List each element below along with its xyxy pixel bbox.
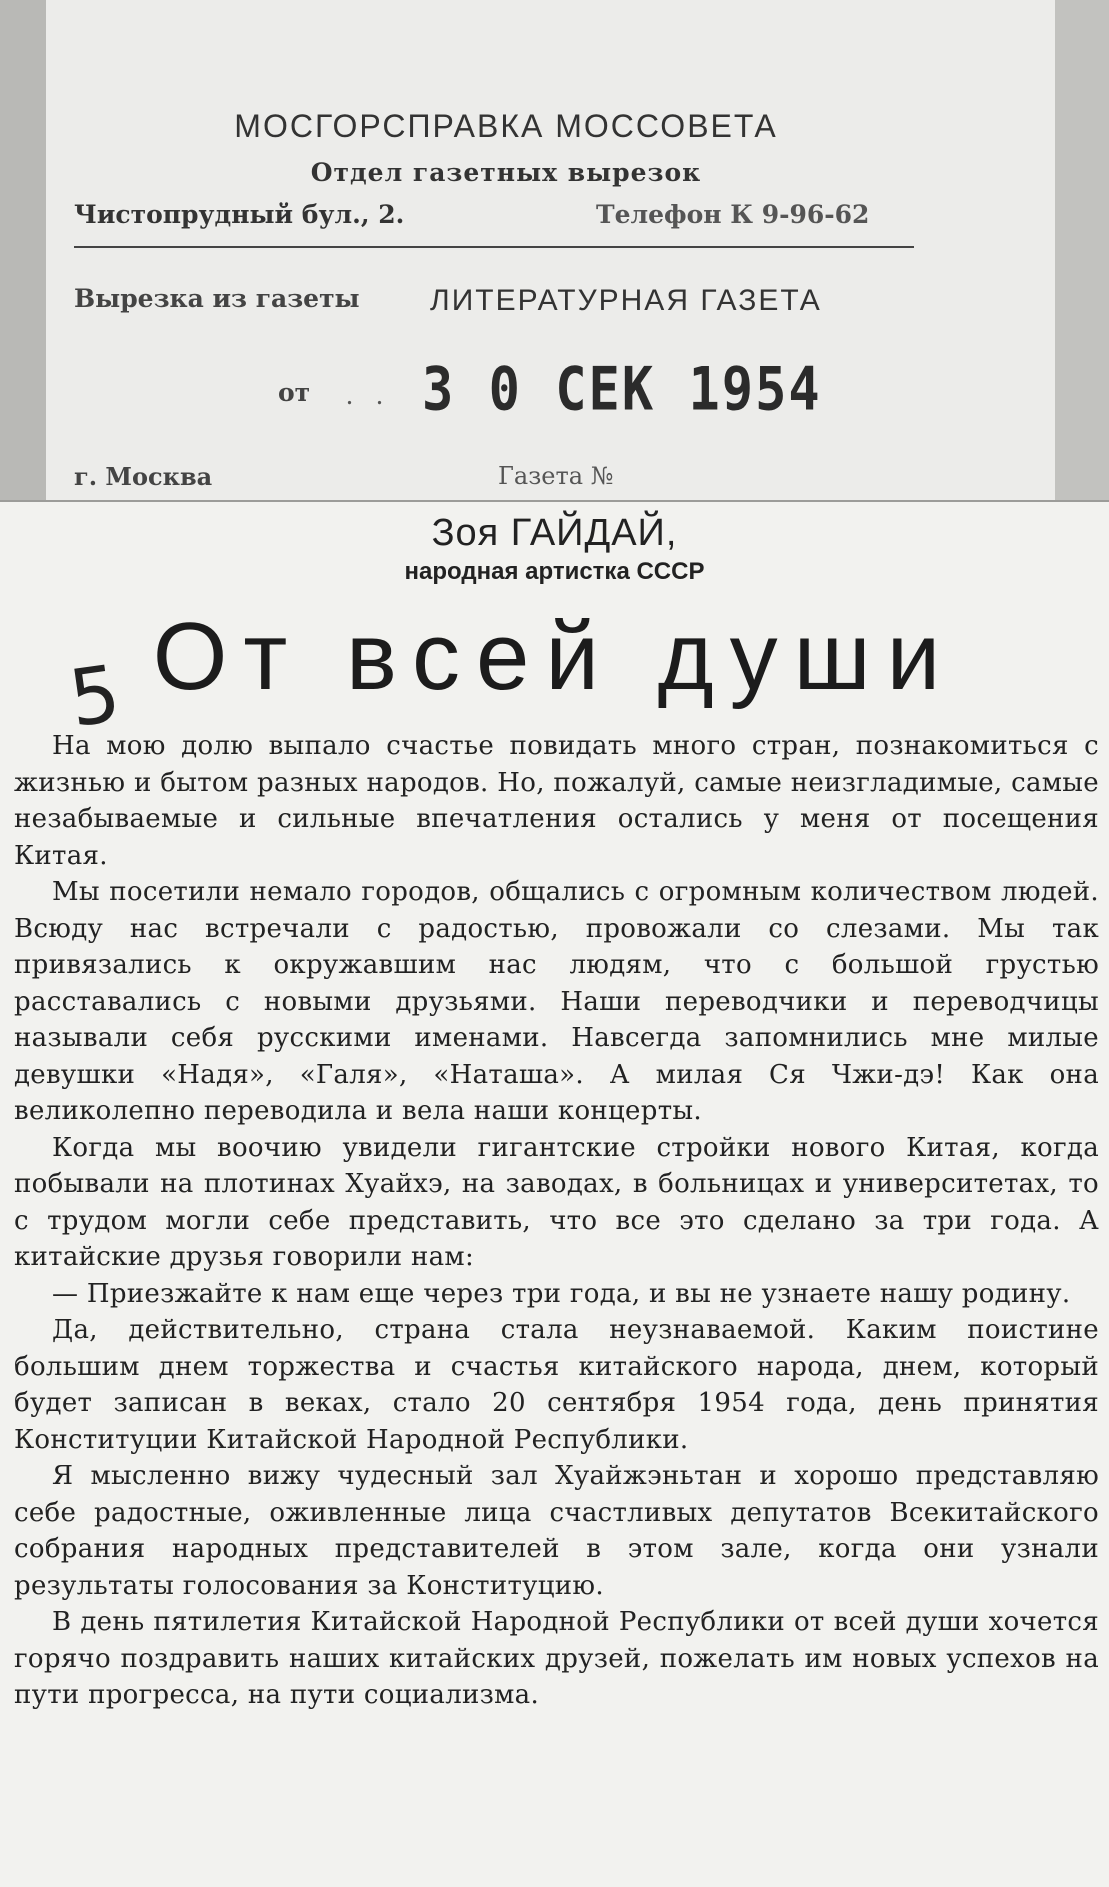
date-prefix: от [278,378,311,407]
author-name: Зоя ГАЙДАЙ, [431,512,678,554]
article-title: От всей души [152,603,957,710]
department-name: Отдел газетных вырезок [310,158,702,187]
phone-text: Телефон К 9-96-62 [596,200,870,229]
article-paragraph: Да, действительно, страна стала неузнаваемой. Каким поистине большим днем торжества и счастья китайского народа, днем, который будет записан в веках, стало 20 сентября 1954 года, день принятия Конституции Китайской Народной Республики. [14,1315,1099,1455]
date-stamp: 3 0 СЕК 1954 [422,355,822,425]
header-slip [46,0,1055,500]
left-background-strip [0,0,46,500]
article-paragraph: В день пятилетия Китайской Народной Республики от всей души хочется горячо поздравить наших китайских друзей, пожелать им новых успехов на пути прогресса, на пути социализма. [14,1607,1099,1710]
cutting-label: Вырезка из газеты [74,284,360,313]
article-paragraph: Мы посетили немало городов, общались с огромным количеством людей. Всюду нас встречали с радостью, провожали со слезами. Мы так привязались к окружавшим нас людям, что с большой грустью расставались с новыми друзьями. Наши переводчики и переводчицы называли себя русскими именами. Навсегда запомнились мне милые девушки «Надя», «Галя», «Наташа». А милая Ся Чжи-дэ! Как она великолепно переводила и вела наши концерты. [14,877,1099,1126]
article-paragraph: Когда мы воочию увидели гигантские стройки нового Китая, когда побывали на плотинах Хуайхэ, на заводах, в больницах и университетах, то с трудом могли себе представить, что все это сделано за три года. А китайские друзья говорили нам: [14,1132,1099,1272]
newspaper-name: ЛИТЕРАТУРНАЯ ГАЗЕТА [430,284,822,317]
article-paragraph: На мою долю выпало счастье повидать много стран, познакомиться с жизнью и бытом разных народов. Но, пожалуй, самые неизгладимые, самые незабываемые и сильные впечатления остались у меня от посещения Китая. [14,731,1099,871]
city-label: г. Москва [74,462,213,491]
article-clipping [0,500,1109,1887]
header-divider [74,246,914,248]
right-background-strip [1055,0,1109,500]
address-text: Чистопрудный бул., 2. [74,200,405,229]
date-dots: . . [346,380,391,411]
organization-name: МОСГОРСПРАВКА МОССОВЕТА [234,108,778,144]
issue-number-label: Газета № [498,462,614,490]
author-title: народная артистка СССР [404,558,705,585]
article-paragraph: Я мысленно вижу чудесный зал Хуайжэньтан и хорошо представляю себе радостные, оживленные лица счастливых депутатов Всекитайского собрания народных представителей в этом зале, когда они узнали результаты голосования за Конституцию. [14,1461,1099,1601]
article-paragraph: — Приезжайте к нам еще через три года, и вы не узнаете нашу родину. [52,1278,1071,1309]
handwritten-number-mark: 5 [63,648,126,746]
article-body [14,728,1099,1714]
